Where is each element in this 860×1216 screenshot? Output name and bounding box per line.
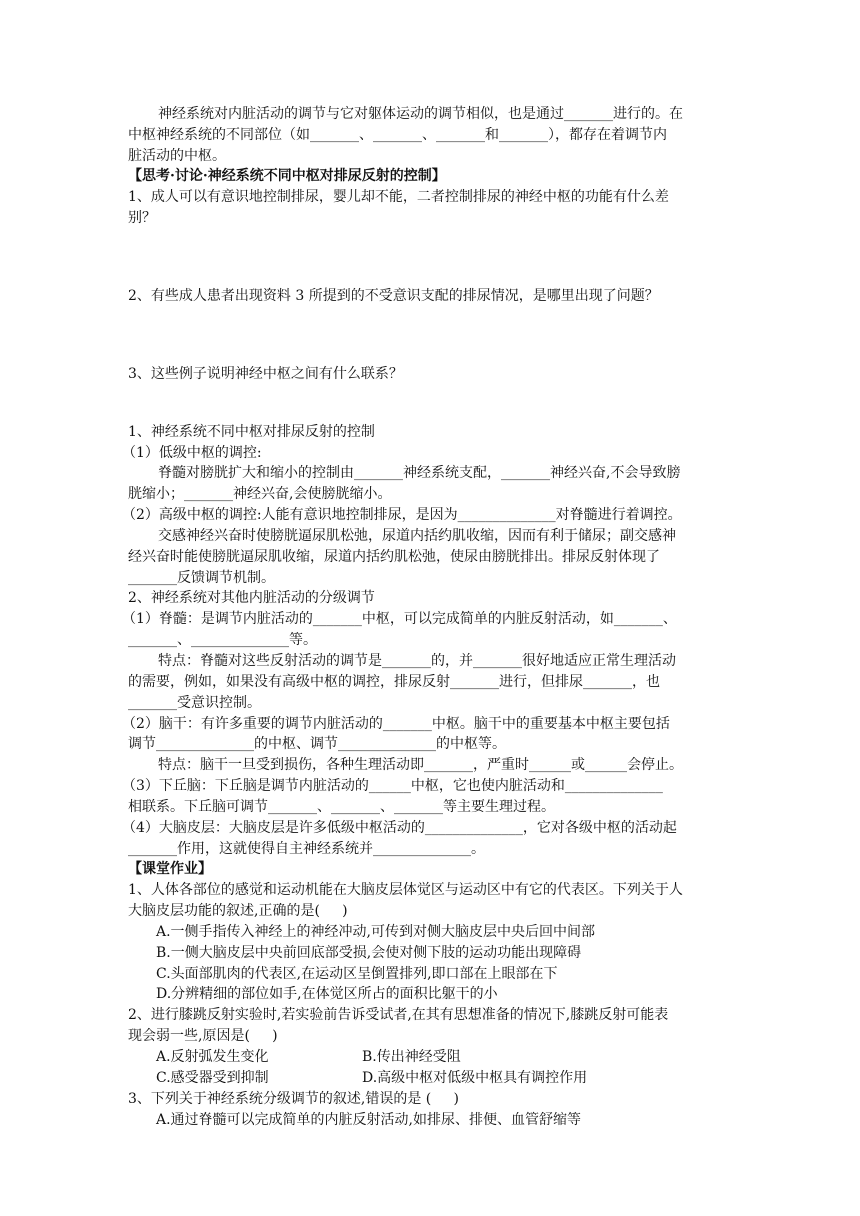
brainstem-line-2: 调节______________的中枢、调节______________的中枢等。 bbox=[128, 736, 506, 752]
hypothalamus-line-2: 相联系。下丘脑可调节_______、_______、_______等主要生理过程。 bbox=[128, 799, 555, 815]
hw2-option-d: D.高级中枢对低级中枢具有调控作用 bbox=[362, 1070, 588, 1086]
brainstem-line-1: （2）脑干：有许多重要的调节内脏活动的_______中枢。脑干中的重要基本中枢主要包括 bbox=[122, 716, 670, 732]
hw2-option-c: C.感受器受到抑制 bbox=[156, 1070, 269, 1086]
section-1-title: 1、神经系统不同中枢对排尿反射的控制 bbox=[128, 424, 375, 440]
hw2-stem-1: 2、进行膝跳反射实验时,若实验前告诉受试者,在其有思想准备的情况下,膝跳反射可能表 bbox=[128, 1007, 669, 1023]
high-center-text-3: _______反馈调节机制。 bbox=[128, 570, 275, 586]
low-center-text-1: 脊髓对膀胱扩大和缩小的控制由_______神经系统支配，_______神经兴奋,不会导致膀 bbox=[158, 465, 681, 481]
spinal-feature-1: 特点：脊髓对这些反射活动的调节是_______的，并_______很好地适应正常生理活动 bbox=[158, 653, 676, 669]
hw1-option-a: A.一侧手指传入神经上的神经冲动,可传到对侧大脑皮层中央后回中间部 bbox=[156, 924, 596, 940]
spinal-line-1: （1）脊髓：是调节内脏活动的_______中枢，可以完成简单的内脏反射活动，如_______、 bbox=[122, 611, 677, 627]
hw1-option-b: B.一侧大脑皮层中央前回底部受损,会使对侧下肢的运动功能出现障碍 bbox=[156, 945, 582, 961]
low-center-title: （1）低级中枢的调控: bbox=[122, 445, 262, 461]
intro-line-3: 脏活动的中枢。 bbox=[128, 148, 226, 164]
hw1-option-c: C.头面部肌肉的代表区,在运动区呈倒置排列,即口部在上眼部在下 bbox=[156, 966, 558, 982]
hw1-stem-2: 大脑皮层功能的叙述,正确的是( ) bbox=[128, 903, 348, 919]
high-center-text-1: 交感神经兴奋时使膀胱逼尿肌松弛，尿道内括约肌收缩，因而有利于储尿；副交感神 bbox=[158, 528, 676, 544]
question-1-line-1: 1、成人可以有意识地控制排尿，婴儿却不能，二者控制排尿的神经中枢的功能有什么差 bbox=[128, 189, 669, 205]
hw2-option-a: A.反射弧发生变化 bbox=[156, 1049, 269, 1065]
hw1-stem-1: 1、人体各部位的感觉和运动机能在大脑皮层体觉区与运动区中有它的代表区。下列关于人 bbox=[128, 882, 683, 898]
question-2: 2、有些成人患者出现资料 3 所提到的不受意识支配的排尿情况，是哪里出现了问题？ bbox=[128, 288, 659, 304]
hw2-option-b: B.传出神经受阻 bbox=[362, 1049, 461, 1065]
think-heading: 【思考·讨论·神经系统不同中枢对排尿反射的控制】 bbox=[128, 168, 446, 184]
spinal-feature-2: 的需要，例如，如果没有高级中枢的调控，排尿反射_______进行，但排尿_______，也 bbox=[128, 674, 660, 690]
hw1-option-d: D.分辨精细的部位如手,在体觉区所占的面积比躯干的小 bbox=[156, 986, 498, 1002]
intro-line-1: 神经系统对内脏活动的调节与它对躯体运动的调节相似，也是通过_______进行的。在 bbox=[158, 106, 683, 122]
section-2-title: 2、神经系统对其他内脏活动的分级调节 bbox=[128, 590, 375, 606]
hw3-option-a: A.通过脊髓可以完成简单的内脏反射活动,如排尿、排便、血管舒缩等 bbox=[156, 1112, 582, 1128]
hw3-stem: 3、下列关于神经系统分级调节的叙述,错误的是 ( ) bbox=[128, 1091, 459, 1107]
spinal-feature-3: _______受意识控制。 bbox=[128, 695, 261, 711]
high-center-text-2: 经兴奋时能使膀胱逼尿肌收缩，尿道内括约肌松弛，使尿由膀胱排出。排尿反射体现了 bbox=[128, 549, 660, 565]
spinal-line-2: _______、______________等。 bbox=[128, 632, 317, 648]
high-center-line: （2）高级中枢的调控:人能有意识地控制排尿，是因为______________对脊髓进行着调控。 bbox=[122, 507, 682, 523]
cortex-line-2: _______作用，这就使得自主神经系统并______________。 bbox=[128, 841, 485, 857]
hw2-stem-2: 现会弱一些,原因是( ) bbox=[128, 1028, 278, 1044]
homework-heading: 【课堂作业】 bbox=[128, 861, 212, 877]
intro-line-2: 中枢神经系统的不同部位（如_______、_______、_______和_______），都存在着调节内 bbox=[128, 127, 667, 143]
low-center-text-2: 胱缩小；_______神经兴奋,会使膀胱缩小。 bbox=[128, 486, 392, 502]
hypothalamus-line-1: （3）下丘脑：下丘脑是调节内脏活动的______中枢，它也使内脏活动和______________ bbox=[122, 778, 663, 794]
cortex-line-1: （4）大脑皮层：大脑皮层是许多低级中枢活动的______________，它对各级中枢的活动起 bbox=[122, 820, 677, 836]
brainstem-feature: 特点：脑干一旦受到损伤，各种生理活动即_______，严重时______或______会停止。 bbox=[158, 757, 683, 773]
question-3: 3、这些例子说明神经中枢之间有什么联系？ bbox=[128, 366, 403, 382]
question-1-line-2: 别？ bbox=[128, 210, 156, 226]
